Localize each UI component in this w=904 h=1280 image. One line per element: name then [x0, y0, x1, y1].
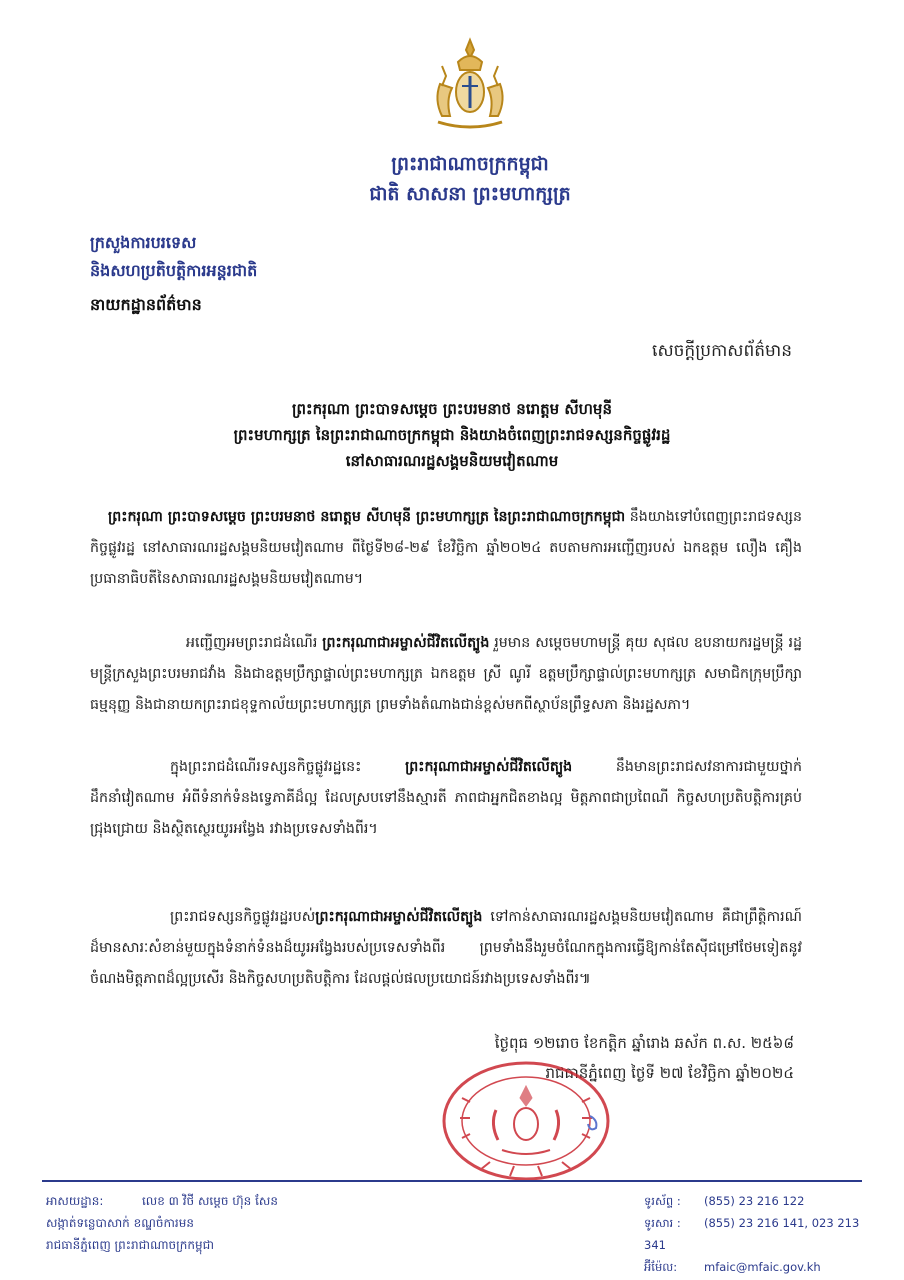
document-type: សេចក្តីប្រកាសព័ត៌មាន	[652, 341, 792, 361]
address-line-3: រាជធានីភ្នំពេញ ព្រះរាជាណាចក្រកម្ពុជា	[46, 1238, 214, 1252]
fax-number: (855) 23 216 141, 023 213 341	[644, 1216, 860, 1252]
paragraph-2-royal-title: ព្រះករុណាជាអម្ចាស់ជីវិតលើត្បូង	[322, 635, 490, 651]
footer-divider	[42, 1180, 862, 1182]
paragraph-2-text: រួមមាន សម្តេចមហាមន្ត្រី គុយ សុផល ឧបនាយករដ្ឋមន្ត្រី រដ្ឋមន្ត្រីក្រសួងព្រះបរមរាជវាំង និងជាឧត្តមប្រឹក្សាផ្ទាល់ព្រះមហាក្សត្រ ឯកឧត្តម ស្រី ណូរី ឧត្តមប្រឹក្សាផ្ទាល់ព្រះមហាក្សត្រ សមាជិកក្រុមប្រឹក្សាធម្មនុញ្ញ និងជានាយកព្រះរាជខុទ្ទកាល័យព្រះមហាក្សត្រ ព្រមទាំងតំណាងជាន់ខ្ពស់មកពីស្ថាប័នព្រឹទ្ធសភា និងរដ្ឋសភា។	[90, 635, 802, 713]
lunar-date: ថ្ងៃពុធ ១២រោច ខែកត្តិក ឆ្នាំរោង ឆស័ក ព.ស. ២៥៦៨	[494, 1034, 794, 1052]
ministry-name-line2: និងសហប្រតិបត្តិការអន្តរជាតិ	[90, 261, 258, 280]
fax-label: ទូរសារ :	[644, 1216, 681, 1230]
email-label: អ៊ីម៉ែល:	[644, 1260, 678, 1274]
paragraph-3-royal-title: ព្រះករុណាជាអម្ចាស់ជីវិតលើត្បូង	[405, 759, 573, 775]
headline-line3: នៅសាធារណរដ្ឋសង្គមនិយមវៀតណាម	[345, 452, 559, 470]
paragraph-4-lead: ព្រះរាជទស្សនកិច្ចផ្លូវរដ្ឋរបស់	[170, 909, 316, 925]
national-motto: ជាតិ សាសនា ព្រះមហាក្សត្រ	[369, 183, 571, 205]
address-line-2: សង្កាត់ទន្លេបាសាក់ ខណ្ឌចំការមន	[46, 1216, 194, 1230]
official-seal-icon	[440, 1058, 612, 1184]
headline-line1: ព្រះករុណា ព្រះបាទសម្តេច ព្រះបរមនាថ នរោត្តម សីហមុនី	[292, 400, 612, 418]
solar-date: រាជធានីភ្នំពេញ ថ្ងៃទី ២៧ ខែវិច្ឆិកា ឆ្នាំ២០២៤	[545, 1064, 794, 1082]
kingdom-title: ព្រះរាជាណាចក្រកម្ពុជា	[391, 153, 549, 175]
paragraph-3-lead: ក្នុងព្រះរាជដំណើរទស្សនកិច្ចផ្លូវរដ្ឋនេះ	[170, 759, 406, 775]
address-line-1: លេខ ៣ វិថី សម្តេច ហ៊ុន សែន	[142, 1194, 278, 1208]
phone-number: (855) 23 216 122	[704, 1194, 805, 1208]
paragraph-4-royal-title: ព្រះករុណាជាអម្ចាស់ជីវិតលើត្បូង	[315, 909, 483, 925]
body-paragraph-2	[90, 628, 802, 721]
address-row-1	[46, 1190, 426, 1212]
paragraph-2-lead: អញ្ជើញអមព្រះរាជដំណើរ	[186, 635, 323, 651]
paragraph-3-text: នឹងមានព្រះរាជសវនាការជាមួយថ្នាក់ដឹកនាំវៀតណាម អំពីទំនាក់ទំនងទ្វេភាគីដ៏ល្អ ដែលស្របទៅនឹងស្មារតី ភាពជាអ្នកជិតខាងល្អ មិត្តភាពជាប្រពៃណី កិច្ចសហប្រតិបត្តិការគ្រប់ជ្រុងជ្រោយ និងស្ថិតស្ថេរយូរអង្វែង រវាងប្រទេសទាំងពីរ។	[90, 759, 802, 837]
body-paragraph-4	[90, 902, 802, 995]
address-label: អាសយដ្ឋាន:	[46, 1194, 104, 1208]
body-paragraph-3	[90, 752, 802, 845]
email-row	[644, 1256, 884, 1278]
paragraph-4-text: ទៅកាន់សាធារណរដ្ឋសង្គមនិយមវៀតណាម គឺជាព្រឹត្តិការណ៍ដ៏មានសារៈសំខាន់មួយក្នុងទំនាក់ទំនងដ៏យូរអង្វែងរបស់ប្រទេសទាំងពីរ ព្រមទាំងនឹងរួមចំណែកក្នុងការធ្វើឱ្យកាន់តែស៊ីជម្រៅថែមទៀតនូវចំណងមិត្តភាពដ៏ល្អប្រសើរ និងកិច្ចសហប្រតិបត្តិការ ដែលផ្តល់ផលប្រយោជន៍រវាងប្រទេសទាំងពីរ៕	[90, 909, 802, 987]
phone-label: ទូរស័ព្ទ :	[644, 1194, 681, 1208]
ministry-name-line1: ក្រសួងការបរទេស	[90, 233, 197, 252]
footer-contacts	[644, 1190, 884, 1278]
paragraph-1-royal-title: ព្រះករុណា ព្រះបាទសម្តេច ព្រះបរមនាថ នរោត្តម សីហមុនី ព្រះមហាក្សត្រ នៃព្រះរាជាណាចក្រកម្ពុជា	[108, 509, 626, 525]
email-address[interactable]: mfaic@mfaic.gov.kh	[704, 1260, 821, 1274]
headline-line2: ព្រះមហាក្សត្រ នៃព្រះរាជាណាចក្រកម្ពុជា និងយាងចំពេញព្រះរាជទស្សនកិច្ចផ្លូវរដ្ឋ	[233, 426, 671, 444]
fax-row	[644, 1212, 884, 1256]
department-name: នាយកដ្ឋានព័ត៌មាន	[90, 295, 202, 314]
paragraph-1-text: នឹងយាងទៅបំពេញព្រះរាជទស្សនកិច្ចផ្លូវរដ្ឋ នៅសាធារណរដ្ឋសង្គមនិយមវៀតណាម ពីថ្ងៃទី២៨-២៩ ខែវិច្ឆិកា ឆ្នាំ២០២៤ តបតាមការអញ្ជើញរបស់ ឯកឧត្តម លឿង គឿង ប្រធានាធិបតីនៃសាធារណរដ្ឋសង្គមនិយមវៀតណាម។	[90, 509, 803, 587]
footer-address	[46, 1190, 426, 1256]
phone-row	[644, 1190, 884, 1212]
body-paragraph-1	[90, 502, 802, 595]
royal-coat-of-arms-icon	[420, 36, 520, 136]
